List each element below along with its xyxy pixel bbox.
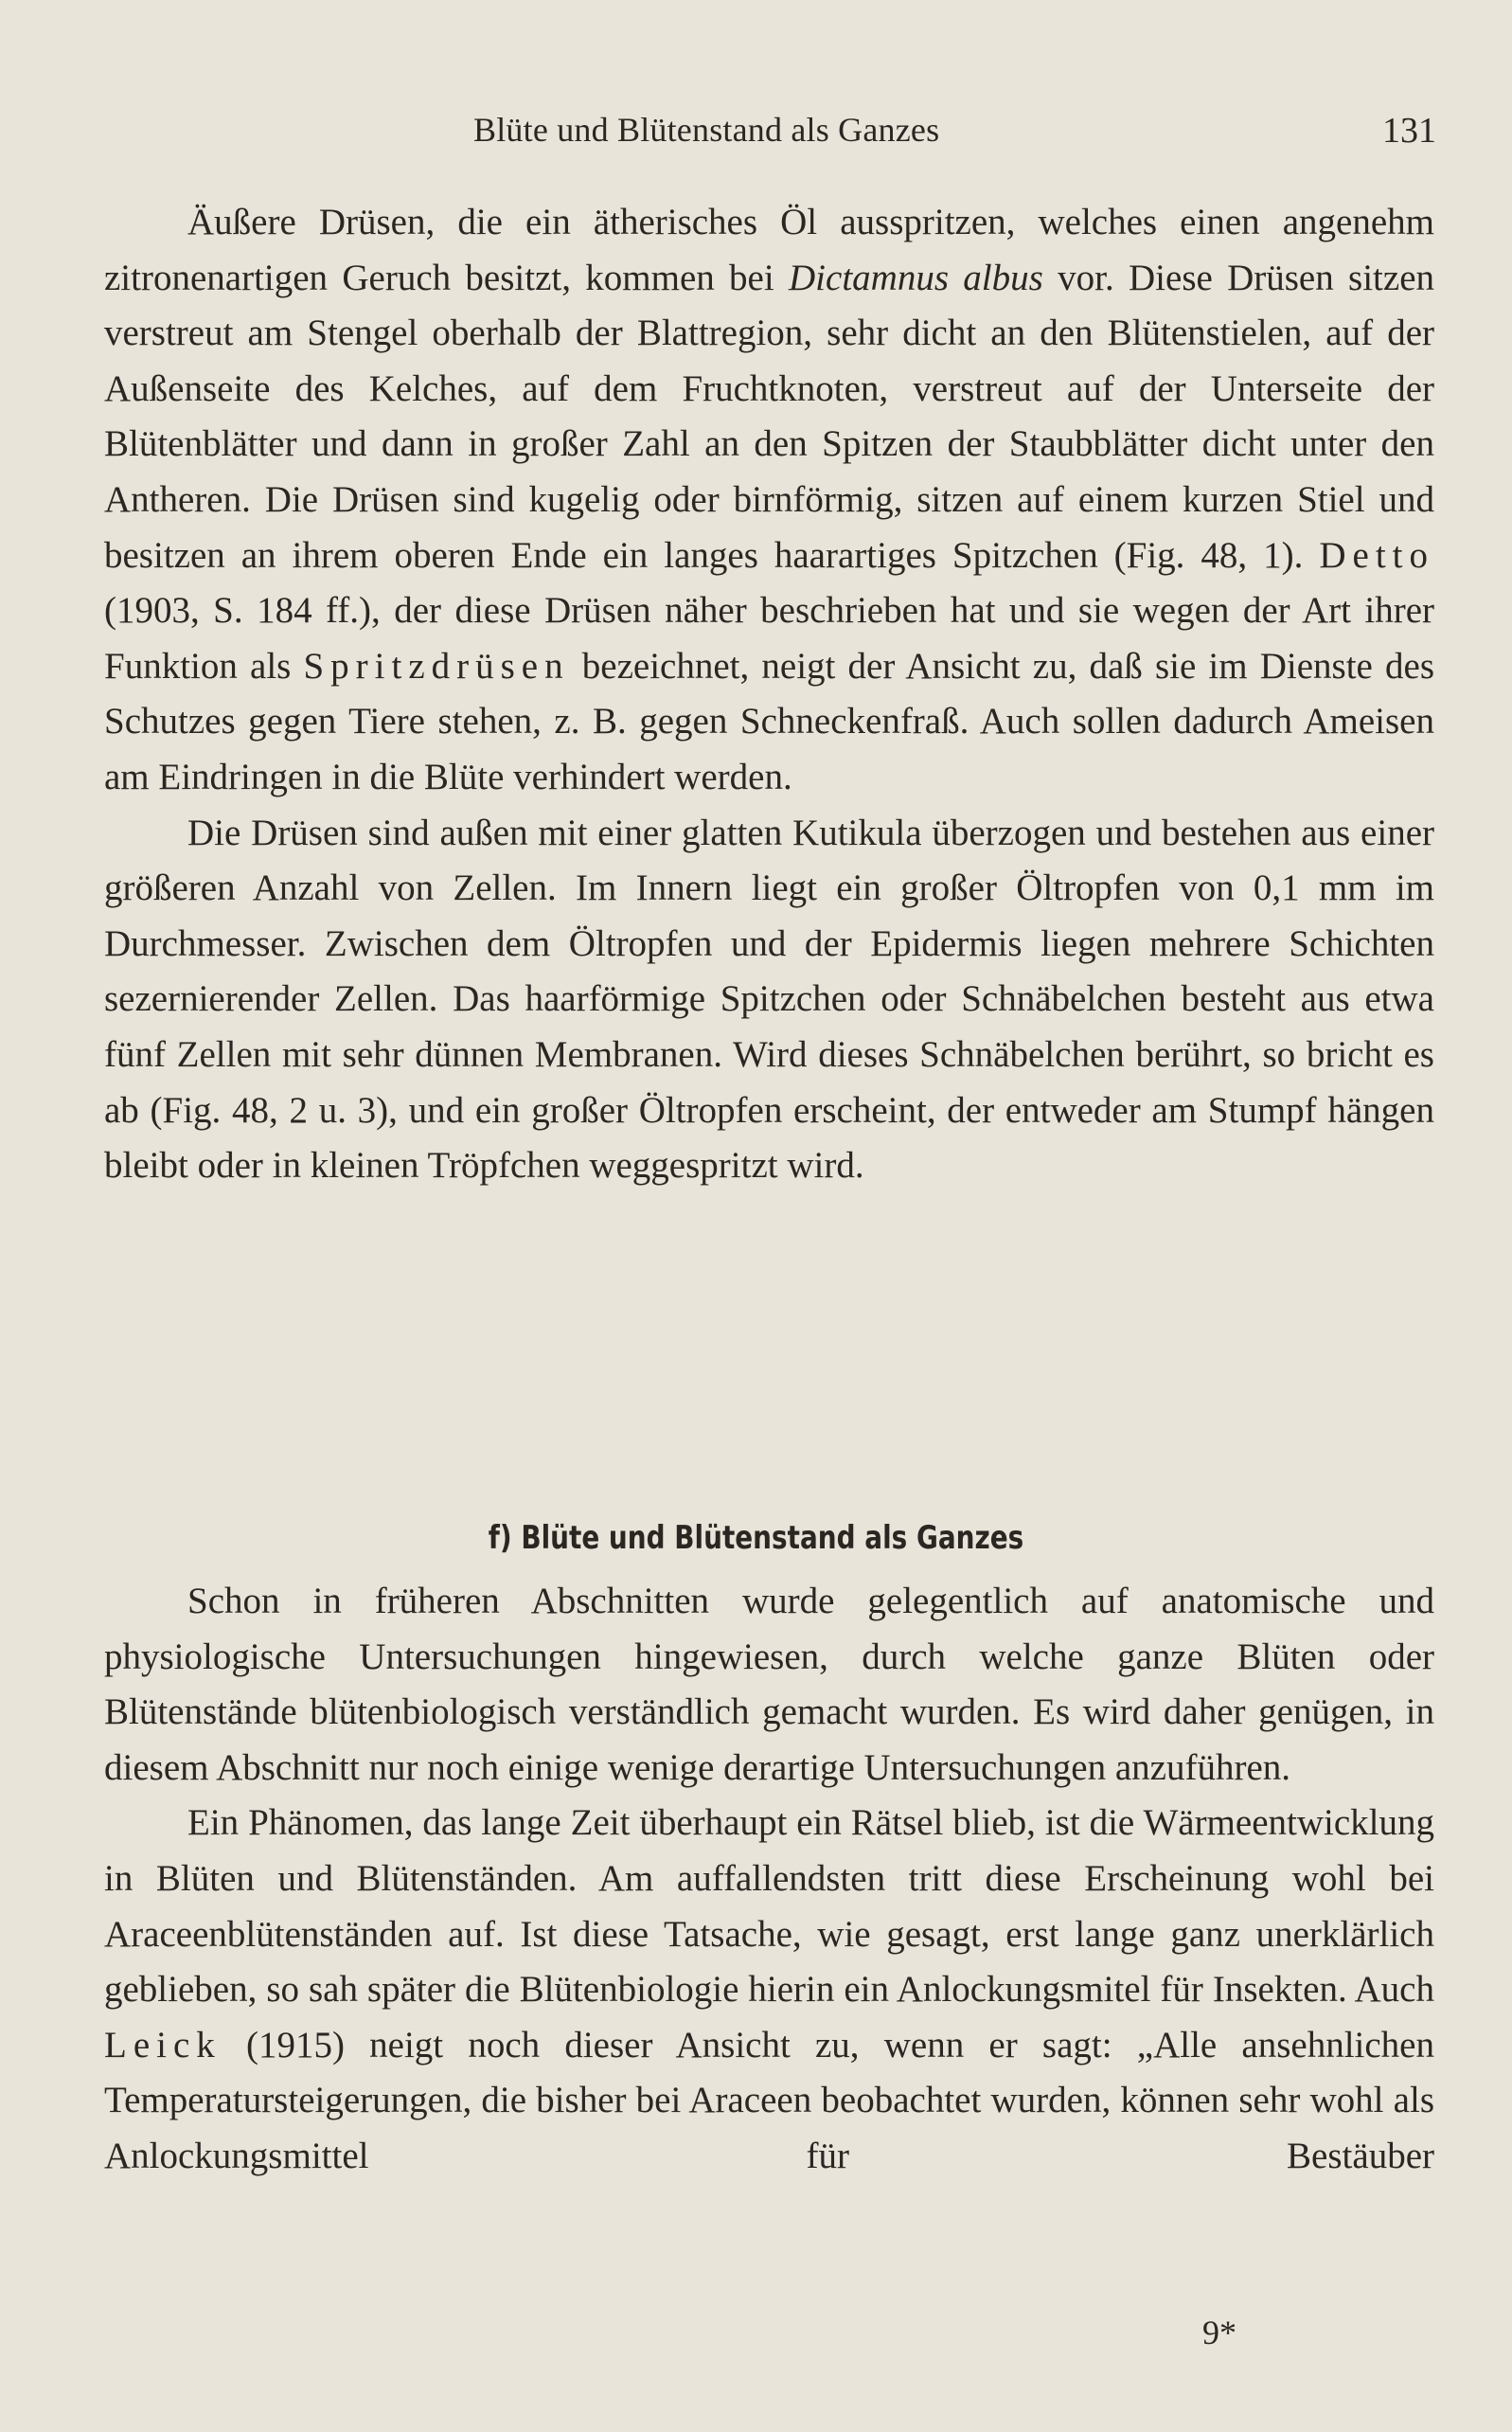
author-name: Leick	[104, 2024, 222, 2065]
author-name: Detto	[1319, 534, 1434, 576]
text-block-upper	[104, 195, 1434, 1194]
running-header: Blüte und Blütenstand als Ganzes	[473, 111, 940, 149]
term-spritzdruesen: Spritzdrüsen	[303, 645, 570, 687]
species-name: Dictamnus albus	[789, 257, 1043, 298]
section-heading: f) Blüte und Blütenstand als Ganzes	[488, 1519, 1024, 1557]
paragraph-intro-section: Schon in früheren Abschnitten wurde gelegentlich auf anatomische und physiologische Untersuchungen hingewiesen, durch welche ganze Blüten oder Blütenstände blütenbiologisch verständlich gemacht wurden. Es wird daher genügen, in diesem Abschnitt nur noch einige wenige derartige Untersuchungen anzuführen.	[104, 1581, 1434, 1788]
paragraph-dictamnus: Äußere Drüsen, die ein ätherisches Öl ausspritzen, welches einen angenehm zitronenartigen Geruch besitzt, kommen bei Dictamnus albus vor. Diese Drüsen sitzen verstreut am Stengel oberhalb der Blattregion, sehr dicht an den Blütenstielen, auf der Außenseite des Kelches, auf dem Fruchtknoten, verstreut auf der Unterseite der Blütenblätter und dann in großer Zahl an den Spitzen der Staubblätter dicht unter den Antheren. Die Drüsen sind kugelig oder birnförmig, sitzen auf einem kurzen Stiel und besitzen an ihrem oberen Ende ein langes haarartiges Spitzchen (Fig. 48, 1). Detto (1903, S. 184 ff.), der diese Drüsen näher beschrieben hat und sie wegen der Art ihrer Funktion als Spritzdrüsen bezeichnet, neigt der Ansicht zu, daß sie im Dienste des Schutzes gegen Tiere stehen, z. B. gegen Schneckenfraß. Auch sollen dadurch Ameisen am Eindringen in die Blüte verhindert werden.	[104, 202, 1435, 797]
page-number: 131	[1382, 111, 1436, 151]
text-block-lower	[104, 1574, 1434, 2185]
paragraph-druesen-bau: Die Drüsen sind außen mit einer glatten Kutikula überzogen und bestehen aus einer größeren Anzahl von Zellen. Im Innern liegt ein großer Öltropfen von 0,1 mm im Durchmesser. Zwischen dem Öltropfen und der Epidermis liegen mehrere Schichten sezernierender Zellen. Das haarförmige Spitzchen oder Schnäbelchen besteht aus etwa fünf Zellen mit sehr dünnen Membranen. Wird dieses Schnäbelchen berührt, so bricht es ab (Fig. 48, 2 u. 3), und ein großer Öltropfen erscheint, der entweder am Stumpf hängen bleibt oder in kleinen Tröpfchen weggespritzt wird.	[104, 812, 1434, 1187]
paragraph-waermeentwicklung: Ein Phänomen, das lange Zeit überhaupt ein Rätsel blieb, ist die Wärmeentwicklung in Blüten und Blütenständen. Am auffallendsten tritt diese Erscheinung wohl bei Araceenblütenständen auf. Ist diese Tatsache, wie gesagt, erst lange ganz unerklärlich geblieben, so sah später die Blütenbiologie hierin ein Anlockungsmitel für Insekten. Auch Leick (1915) neigt noch dieser Ansicht zu, wenn er sagt: „Alle ansehnlichen Temperatursteigerungen, die bisher bei Araceen beobachtet wurden, können sehr wohl als Anlockungsmittel für Bestäuber	[104, 1802, 1434, 2176]
signature-mark: 9*	[1202, 2314, 1236, 2352]
